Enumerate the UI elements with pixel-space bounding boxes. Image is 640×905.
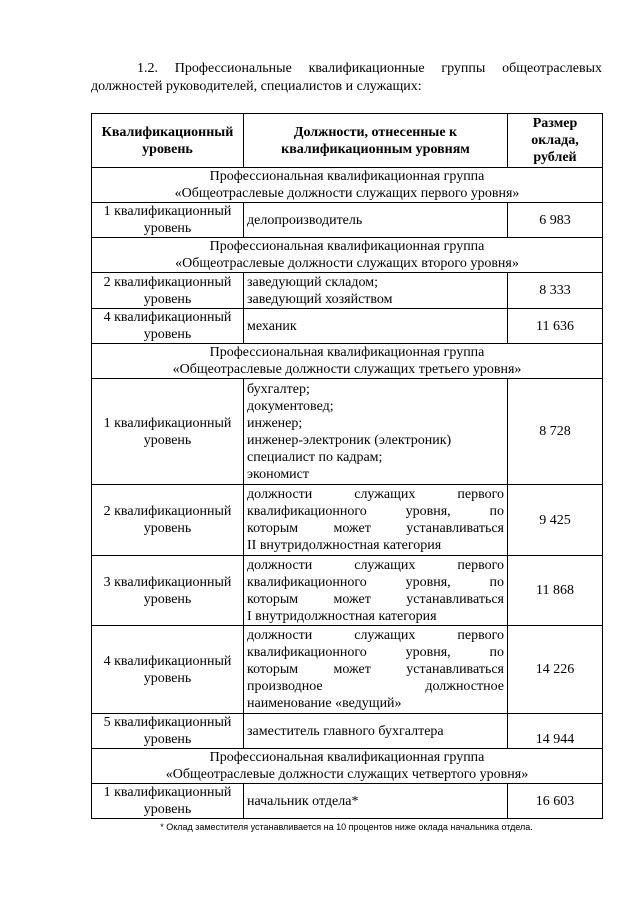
table-row bbox=[92, 714, 603, 749]
table-row bbox=[92, 273, 603, 309]
salary-cell: 14 226 bbox=[508, 626, 603, 714]
header-positions: Должности, отнесенные к квалификационным уровням bbox=[244, 114, 508, 168]
group-title-row bbox=[92, 749, 603, 784]
group-title: Профессиональная квалификационная группа «Общеотраслевые должности служащих третьего уровня» bbox=[92, 344, 603, 379]
salary-table bbox=[91, 113, 603, 819]
positions-cell: механик bbox=[244, 309, 508, 344]
header-salary: Размер оклада, рублей bbox=[508, 114, 603, 168]
salary-cell: 16 603 bbox=[508, 784, 603, 819]
level-cell: 1 квалификационный уровень bbox=[92, 379, 244, 485]
group-title-row bbox=[92, 238, 603, 273]
positions-cell: заместитель главного бухгалтера bbox=[244, 714, 508, 749]
table-row bbox=[92, 626, 603, 714]
salary-cell: 8 333 bbox=[508, 273, 603, 309]
intro-line-1: 1.2. Профессиональные квалификационные группы общеотраслевых bbox=[137, 61, 602, 76]
positions-cell: бухгалтер; документовед; инженер; инженер-электроник (электроник) специалист по кадрам; экономист bbox=[244, 379, 508, 485]
table-row bbox=[92, 485, 603, 556]
salary-cell: 6 983 bbox=[508, 203, 603, 238]
level-cell: 2 квалификационный уровень bbox=[92, 485, 244, 556]
positions-cell: заведующий складом; заведующий хозяйством bbox=[244, 273, 508, 309]
level-cell: 1 квалификационный уровень bbox=[92, 203, 244, 238]
positions-cell: должности служащих первого квалификационного уровня, по которым может устанавливаться производное должностное наименование «ведущий» bbox=[244, 626, 508, 714]
positions-cell: должности служащих первого квалификационного уровня, по которым может устанавливаться II внутридолжностная категория bbox=[244, 485, 508, 556]
footnote: * Оклад заместителя устанавливается на 10 процентов ниже оклада начальника отдела. bbox=[160, 822, 533, 832]
salary-cell: 9 425 bbox=[508, 485, 603, 556]
level-cell: 4 квалификационный уровень bbox=[92, 309, 244, 344]
group-title-row bbox=[92, 344, 603, 379]
salary-cell: 14 944 bbox=[508, 714, 603, 749]
positions-cell: должности служащих первого квалификационного уровня, по которым может устанавливаться I внутридолжностная категория bbox=[244, 556, 508, 626]
header-level: Квалификационный уровень bbox=[92, 114, 244, 168]
salary-cell: 11 868 bbox=[508, 556, 603, 626]
table-row bbox=[92, 203, 603, 238]
group-title: Профессиональная квалификационная группа «Общеотраслевые должности служащих первого уровня» bbox=[92, 168, 603, 203]
level-cell: 5 квалификационный уровень bbox=[92, 714, 244, 749]
table-row bbox=[92, 784, 603, 819]
intro-paragraph bbox=[91, 60, 602, 96]
group-title: Профессиональная квалификационная группа «Общеотраслевые должности служащих четвертого уровня» bbox=[92, 749, 603, 784]
positions-cell: начальник отдела* bbox=[244, 784, 508, 819]
table-row bbox=[92, 309, 603, 344]
table-row bbox=[92, 556, 603, 626]
salary-cell: 8 728 bbox=[508, 379, 603, 485]
level-cell: 3 квалификационный уровень bbox=[92, 556, 244, 626]
level-cell: 2 квалификационный уровень bbox=[92, 273, 244, 309]
level-cell: 1 квалификационный уровень bbox=[92, 784, 244, 819]
table-row bbox=[92, 379, 603, 485]
group-title: Профессиональная квалификационная группа «Общеотраслевые должности служащих второго уровня» bbox=[92, 238, 603, 273]
group-title-row bbox=[92, 168, 603, 203]
table-header-row bbox=[92, 114, 603, 168]
positions-cell: делопроизводитель bbox=[244, 203, 508, 238]
salary-cell: 11 636 bbox=[508, 309, 603, 344]
level-cell: 4 квалификационный уровень bbox=[92, 626, 244, 714]
intro-line-2: должностей руководителей, специалистов и служащих: bbox=[91, 79, 422, 94]
